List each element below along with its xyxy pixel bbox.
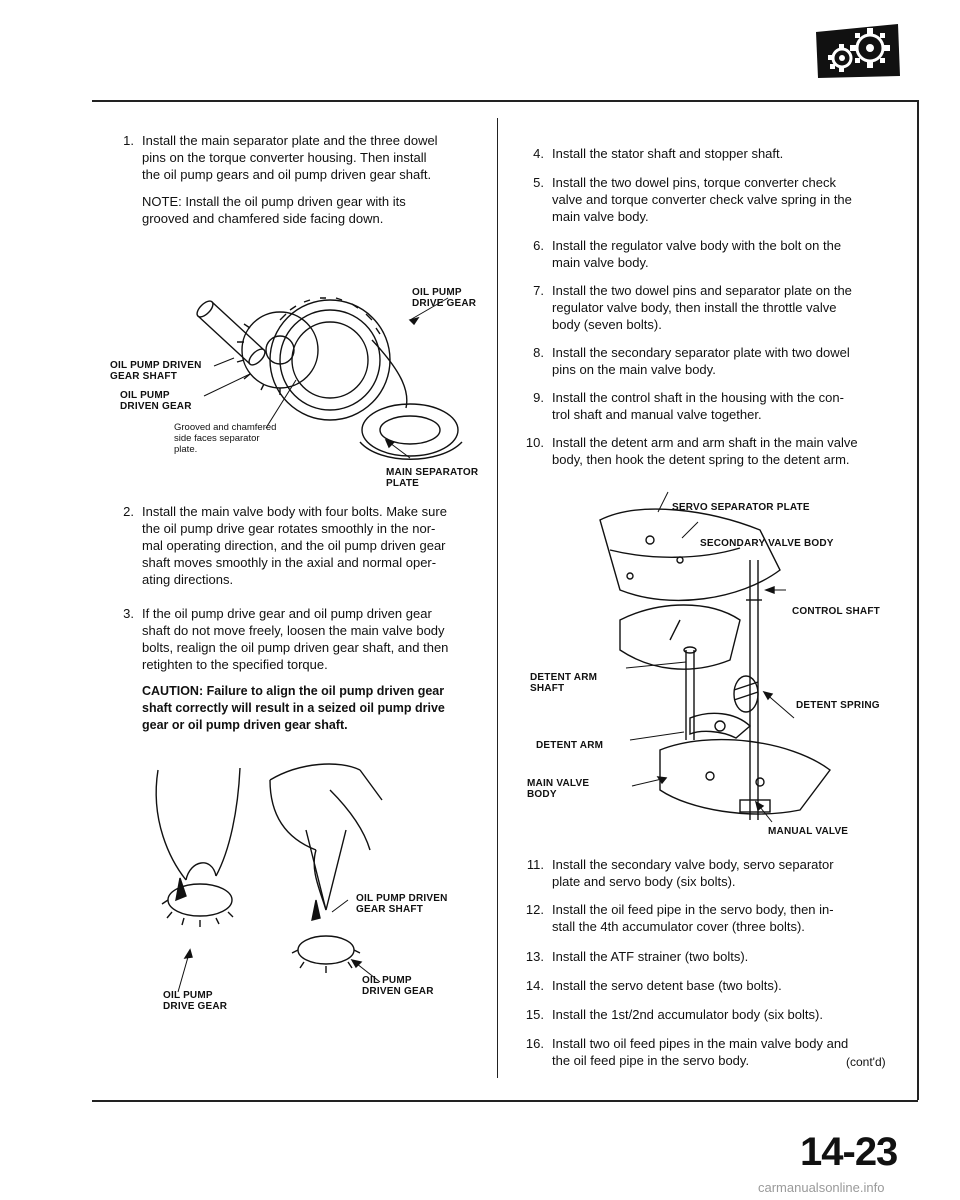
watermark: carmanualsonline.info — [758, 1180, 885, 1195]
label-fig2-driven-shaft: OIL PUMP DRIVEN GEAR SHAFT — [356, 893, 448, 915]
label-detent-arm-shaft: DETENT ARM SHAFT — [530, 672, 598, 694]
right-border — [917, 100, 919, 1100]
transmission-gear-icon — [812, 18, 904, 82]
caution-box: CAUTION: Failure to align the oil pump driven gear shaft correctly will result in a seized oil pump drive gear or oil pump driven gear shaft. — [142, 684, 445, 732]
figure-oil-pump-gears — [110, 280, 495, 490]
label-detent-spring: DETENT SPRING — [796, 700, 880, 711]
header-rule — [92, 100, 918, 102]
label-grooved-chamfered: Grooved and chamfered side faces separator plate. — [174, 422, 277, 455]
label-main-separator-plate: MAIN SEPARATOR PLATE — [386, 467, 479, 489]
label-control-shaft: CONTROL SHAFT — [792, 606, 880, 617]
label-manual-valve: MANUAL VALVE — [768, 826, 849, 837]
footer-rule — [92, 1100, 918, 1102]
label-servo-separator-plate: SERVO SEPARATOR PLATE — [672, 502, 810, 513]
label-detent-arm: DETENT ARM — [536, 740, 604, 751]
label-oil-pump-driven-gear-shaft: OIL PUMP DRIVEN GEAR SHAFT — [110, 360, 202, 382]
column-divider — [497, 118, 498, 1078]
label-secondary-valve-body: SECONDARY VALVE BODY — [700, 538, 834, 549]
label-oil-pump-drive-gear: OIL PUMP DRIVE GEAR — [412, 287, 477, 309]
continued-label: (cont'd) — [846, 1055, 886, 1069]
label-main-valve-body: MAIN VALVE BODY — [527, 778, 590, 800]
note: NOTE: Install the oil pump driven gear with its grooved and chamfered side facing down. — [142, 194, 406, 226]
page-number: 14-23 — [800, 1130, 898, 1174]
label-fig2-drive-gear: OIL PUMP DRIVE GEAR — [163, 990, 228, 1012]
label-fig2-driven-gear: OIL PUMP DRIVEN GEAR — [362, 975, 434, 997]
label-oil-pump-driven-gear: OIL PUMP DRIVEN GEAR — [120, 390, 192, 412]
